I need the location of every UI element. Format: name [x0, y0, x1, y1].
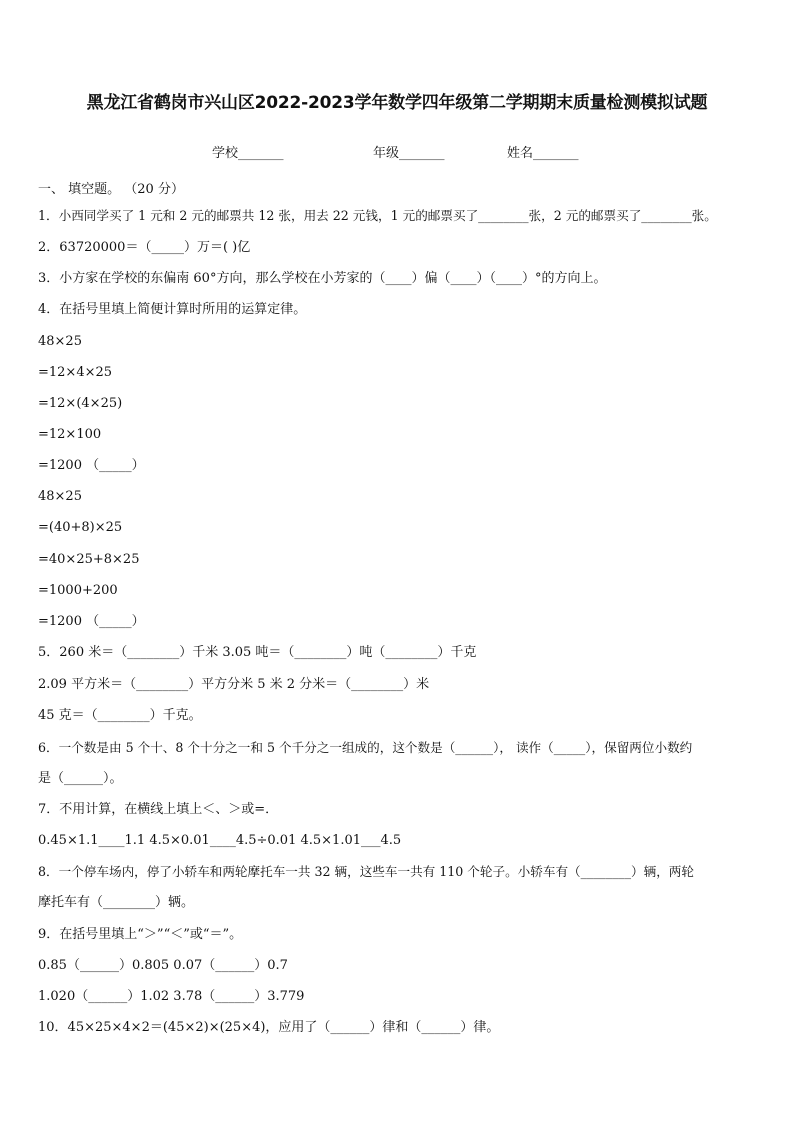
- name-field: 姓名_______: [507, 146, 579, 161]
- question-6: 6．一个数是由 5 个十、8 个十分之一和 5 个千分之一组成的，这个数是（______）， 读作（_____），保留两位小数约: [38, 740, 693, 755]
- page-title: 黑龙江省鹤岗市兴山区2022-2023学年数学四年级第二学期期末质量检测模拟试题: [86, 93, 708, 113]
- question-9-line-3: 1.020（______）1.02 3.78（______）3.779: [38, 989, 305, 1004]
- question-9-line-2: 0.85（______）0.805 0.07（______）0.7: [38, 958, 288, 973]
- calc-line: =12×100: [38, 427, 102, 442]
- question-4: 4．在括号里填上简便计算时所用的运算定律。: [38, 302, 307, 317]
- grade-field: 年级_______: [373, 146, 445, 161]
- school-field: 学校_______: [212, 146, 284, 161]
- question-5: 5．260 米＝（________）千米 3.05 吨＝（________）吨（________）千克: [38, 645, 477, 660]
- question-5-line-2: 2.09 平方米＝（________）平方分米 5 米 2 分米＝（________）米: [38, 677, 430, 692]
- calc-line: =12×(4×25): [38, 396, 123, 411]
- question-9: 9．在括号里填上“＞”“＜”或“＝”。: [38, 927, 243, 942]
- question-7: 7．不用计算，在横线上填上＜、＞或=．: [38, 802, 279, 817]
- section-header: 一、 填空题。 （20 分）: [38, 182, 184, 197]
- question-5-line-3: 45 克＝（________）千克。: [38, 708, 202, 723]
- question-2: 2．63720000＝（_____）万＝( )亿: [38, 240, 251, 255]
- question-3: 3．小方家在学校的东偏南 60°方向，那么学校在小芳家的（____）偏（____）（____）°的方向上。: [38, 271, 607, 286]
- calc-line: =1200 （_____）: [38, 614, 145, 629]
- calc-line: =1000+200: [38, 583, 118, 598]
- calc-line: 48×25: [38, 489, 82, 504]
- calc-line: =12×4×25: [38, 365, 113, 380]
- question-1: 1．小西同学买了 1 元和 2 元的邮票共 12 张，用去 22 元钱，1 元的邮票买了________张，2 元的邮票买了________张。: [38, 208, 717, 223]
- question-6-line-2: 是（______）。: [38, 771, 123, 786]
- calc-line: =1200 （_____）: [38, 458, 145, 473]
- question-10: 10．45×25×4×2＝(45×2)×(25×4)，应用了（______）律和（______）律。: [38, 1020, 500, 1035]
- calc-line: =(40+8)×25: [38, 520, 123, 535]
- calc-line: =40×25+8×25: [38, 552, 140, 567]
- question-8: 8．一个停车场内，停了小轿车和两轮摩托车一共 32 辆，这些车一共有 110 个轮子。小轿车有（________）辆，两轮: [38, 864, 694, 879]
- calc-line: 48×25: [38, 334, 82, 349]
- question-8-line-2: 摩托车有（________）辆。: [38, 895, 195, 910]
- question-7-line-2: 0.45×1.1____1.1 4.5×0.01____4.5÷0.01 4.5×1.01___4.5: [38, 833, 402, 848]
